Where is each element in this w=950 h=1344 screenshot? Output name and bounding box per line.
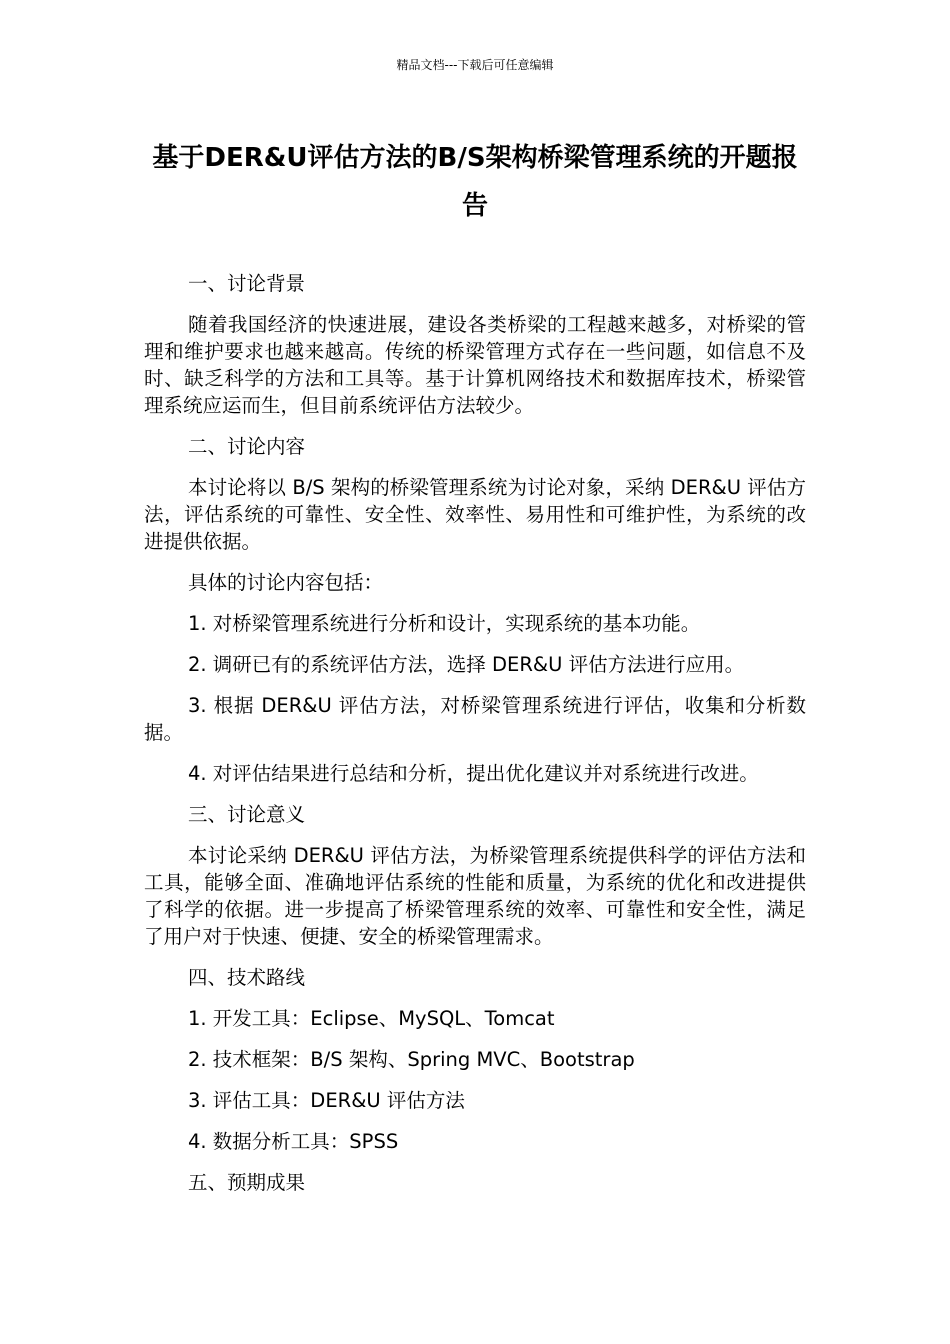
content-intro-paragraph: 本讨论将以 B/S 架构的桥梁管理系统为讨论对象，采纳 DER&U 评估方法，评估系统的可靠性、安全性、效率性、易用性和可维护性，为系统的改进提供依据。 [144,476,806,553]
tech-route-item: 2. 技术框架：B/S 架构、Spring MVC、Bootstrap [188,1048,635,1071]
tech-route-item: 1. 开发工具：Eclipse、MySQL、Tomcat [188,1007,555,1030]
section-heading-content: 二、讨论内容 [188,435,306,458]
tech-route-item: 3. 评估工具：DER&U 评估方法 [188,1089,465,1112]
content-list-item: 3. 根据 DER&U 评估方法，对桥梁管理系统进行评估，收集和分析数据。 [144,694,806,744]
section-heading-tech-route: 四、技术路线 [188,966,306,989]
document-body [144,270,806,1210]
content-list-item: 1. 对桥梁管理系统进行分析和设计，实现系统的基本功能。 [188,612,701,635]
content-list-item: 4. 对评估结果进行总结和分析，提出优化建议并对系统进行改进。 [188,762,759,785]
section-heading-significance: 三、讨论意义 [188,803,306,826]
section-heading-results: 五、预期成果 [188,1171,306,1194]
content-list-item: 2. 调研已有的系统评估方法，选择 DER&U 评估方法进行应用。 [188,653,745,676]
significance-paragraph: 本讨论采纳 DER&U 评估方法，为桥梁管理系统提供科学的评估方法和工具，能够全面、准确地评估系统的性能和质量，为系统的优化和改进提供了科学的依据。进一步提高了桥梁管理系统的效率、可靠性和安全性，满足了用户对于快速、便捷、安全的桥梁管理需求。 [144,844,806,948]
document-title: 基于DER&U评估方法的B/S架构桥梁管理系统的开题报告 [152,143,798,221]
tech-route-item: 4. 数据分析工具：SPSS [188,1130,399,1153]
section-heading-background: 一、讨论背景 [188,272,306,295]
header-watermark: 精品文档---下载后可任意编辑 [396,58,554,72]
background-paragraph: 随着我国经济的快速进展，建设各类桥梁的工程越来越多，对桥梁的管理和维护要求也越来越高。传统的桥梁管理方式存在一些问题，如信息不及时、缺乏科学的方法和工具等。基于计算机网络技术和数据库技术，桥梁管理系统应运而生，但目前系统评估方法较少。 [144,313,806,417]
content-list-intro: 具体的讨论内容包括： [188,571,384,594]
